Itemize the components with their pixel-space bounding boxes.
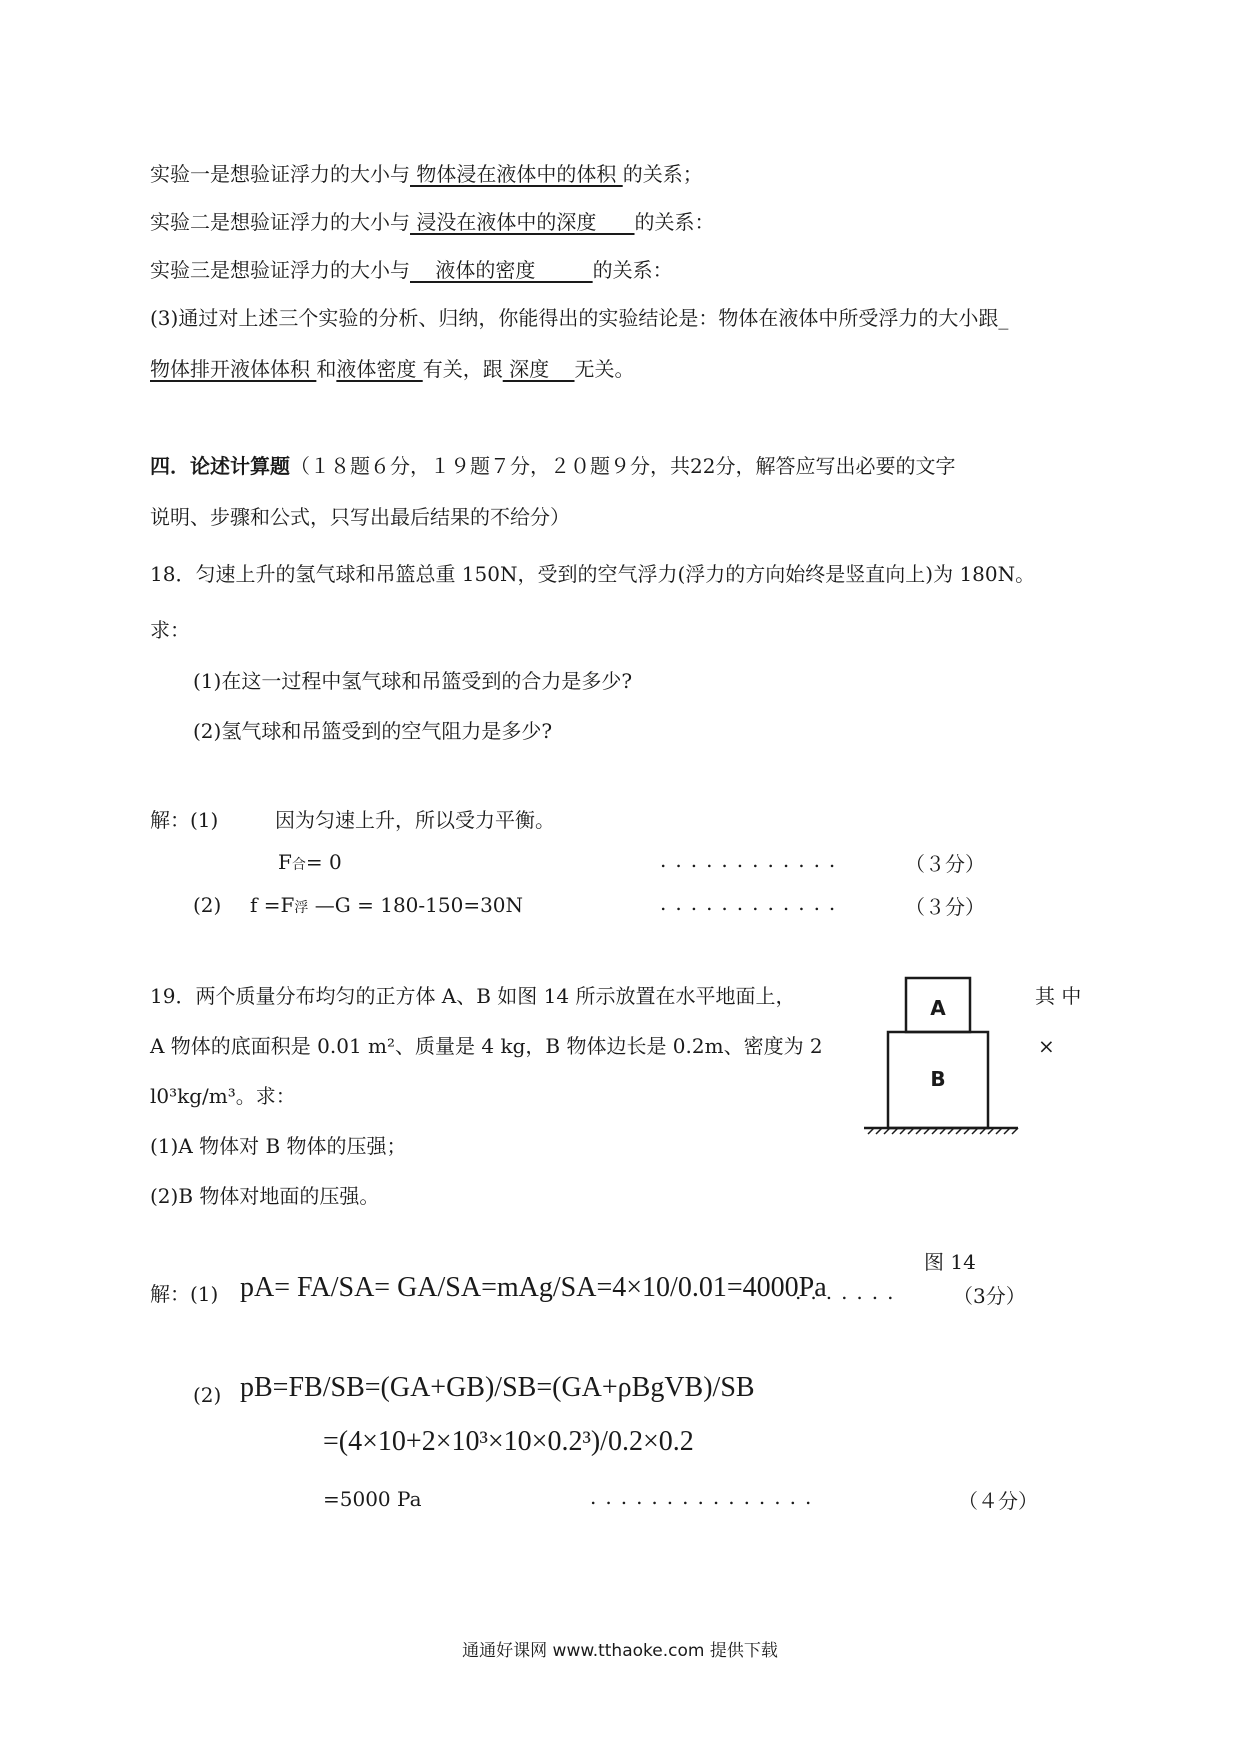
exp-line-1-answer: 物体浸在液体中的体积 (410, 162, 623, 186)
q19-score-4: （４分） (958, 1489, 1038, 1513)
q19-stem-2-right: × (1038, 1034, 1055, 1058)
q19-sub-2: (2)B 物体对地面的压强。 (150, 1184, 380, 1208)
conclusion-answer-1: 物体排开液体体积 (150, 357, 317, 381)
q19-solution-1-label: 解：(1) (150, 1282, 219, 1306)
q18-stem-1: 18．匀速上升的氢气球和吊篮总重 150N，受到的空气浮力(浮力的方向始终是竖直向上)为 180N。 (150, 562, 1036, 586)
q18-dots-1: ............ (660, 848, 845, 872)
section-4-heading (150, 452, 955, 480)
conclusion-line-1: (3)通过对上述三个实验的分析、归纳，你能得出的实验结论是：物体在液体中所受浮力的大小跟_ (150, 306, 1009, 330)
conclusion-mid-2: 有关，跟 (422, 357, 503, 381)
q18-dots-2: ............ (660, 891, 845, 915)
q18-score-2: （３分） (905, 895, 985, 919)
q18-solution-label: 解：(1) (150, 808, 219, 832)
q19-solution-2-line-3: =5000 Pa (323, 1487, 422, 1511)
exp-line-1-prefix: 实验一是想验证浮力的大小与 (150, 162, 410, 186)
conclusion-line-2 (150, 355, 635, 383)
conclusion-end: 无关。 (574, 357, 635, 381)
q19-dots-3: ....... (795, 1280, 903, 1304)
conclusion-answer-2: 液体密度 (336, 357, 423, 381)
q19-sub-1: (1)A 物体对 B 物体的压强； (150, 1134, 407, 1158)
q18-net-force-symbol: F (278, 850, 292, 874)
q18-friction (250, 891, 523, 922)
exp-line-2-prefix: 实验二是想验证浮力的大小与 (150, 210, 410, 234)
conclusion-answer-3: 深度 (502, 357, 575, 381)
figure-14-caption: 图 14 (924, 1250, 976, 1274)
exp-line-1-suffix: 的关系； (622, 162, 703, 186)
cube-b-label: B (930, 1067, 946, 1091)
section-4-title: 四．论述计算题 (150, 454, 290, 478)
q18-solution-text: 因为匀速上升，所以受力平衡。 (275, 808, 555, 832)
q18-friction-b: —G = 180-150=30N (308, 893, 524, 917)
q18-stem-2: 求： (150, 618, 190, 642)
q18-sub-1: (1)在这一过程中氢气球和吊篮受到的合力是多少? (193, 669, 633, 693)
exp-line-3 (150, 256, 673, 284)
q19-stem-3: l0³kg/m³。求： (150, 1084, 296, 1108)
section-4-desc-1: （１８题６分，１９题７分，２０题９分，共22分，解答应写出必要的文字 (290, 454, 956, 478)
q18-friction-subscript: 浮 (294, 900, 309, 916)
q18-sub-2: (2)氢气球和吊篮受到的空气阻力是多少? (193, 719, 553, 743)
page-footer: 通通好课网 www.tthaoke.com 提供下载 (462, 1641, 778, 1661)
section-4-desc-2: 说明、步骤和公式，只写出最后结果的不给分） (150, 505, 570, 529)
q19-solution-2-expr: pB=FB/SB=(GA+GB)/SB=(GA+ρBgVB)/SB (240, 1372, 755, 1403)
conclusion-mid-1: 和 (316, 357, 337, 381)
q18-part2-label: (2) (193, 893, 222, 917)
q19-solution-1-expr: pA= FA/SA= GA/SA=mAg/SA=4×10/0.01=4000Pa (240, 1272, 827, 1303)
figure-14-diagram (858, 976, 1058, 1176)
cube-a-label: A (930, 996, 946, 1020)
exp-line-1 (150, 160, 703, 188)
exp-line-3-answer: 液体的密度 (410, 258, 593, 282)
q19-solution-2-line-2: =(4×10+2×10³×10×0.2³)/0.2×0.2 (323, 1426, 694, 1457)
q19-stem-1-right: 其 中 (1035, 984, 1082, 1008)
q19-stem-1: 19．两个质量分布均匀的正方体 A、B 如图 14 所示放置在水平地面上， (150, 984, 796, 1008)
exp-line-2-suffix: 的关系： (634, 210, 715, 234)
q18-net-force (278, 848, 342, 879)
q19-score-3: （3分） (953, 1284, 1026, 1308)
q18-friction-a: f =F (250, 893, 295, 917)
q18-score-1: （３分） (905, 852, 985, 876)
exp-line-2 (150, 208, 715, 236)
q18-net-force-subscript: 合 (291, 857, 306, 873)
q18-net-force-value: = 0 (305, 850, 342, 874)
q19-solution-2-label: (2) (193, 1383, 222, 1407)
q19-dots-4: ............... (590, 1485, 821, 1509)
q19-stem-2: A 物体的底面积是 0.01 m²、质量是 4 kg，B 物体边长是 0.2m、密度为 2 (150, 1034, 823, 1058)
exp-line-2-answer: 浸没在液体中的深度 (410, 210, 635, 234)
exp-line-3-prefix: 实验三是想验证浮力的大小与 (150, 258, 410, 282)
exp-line-3-suffix: 的关系： (592, 258, 673, 282)
